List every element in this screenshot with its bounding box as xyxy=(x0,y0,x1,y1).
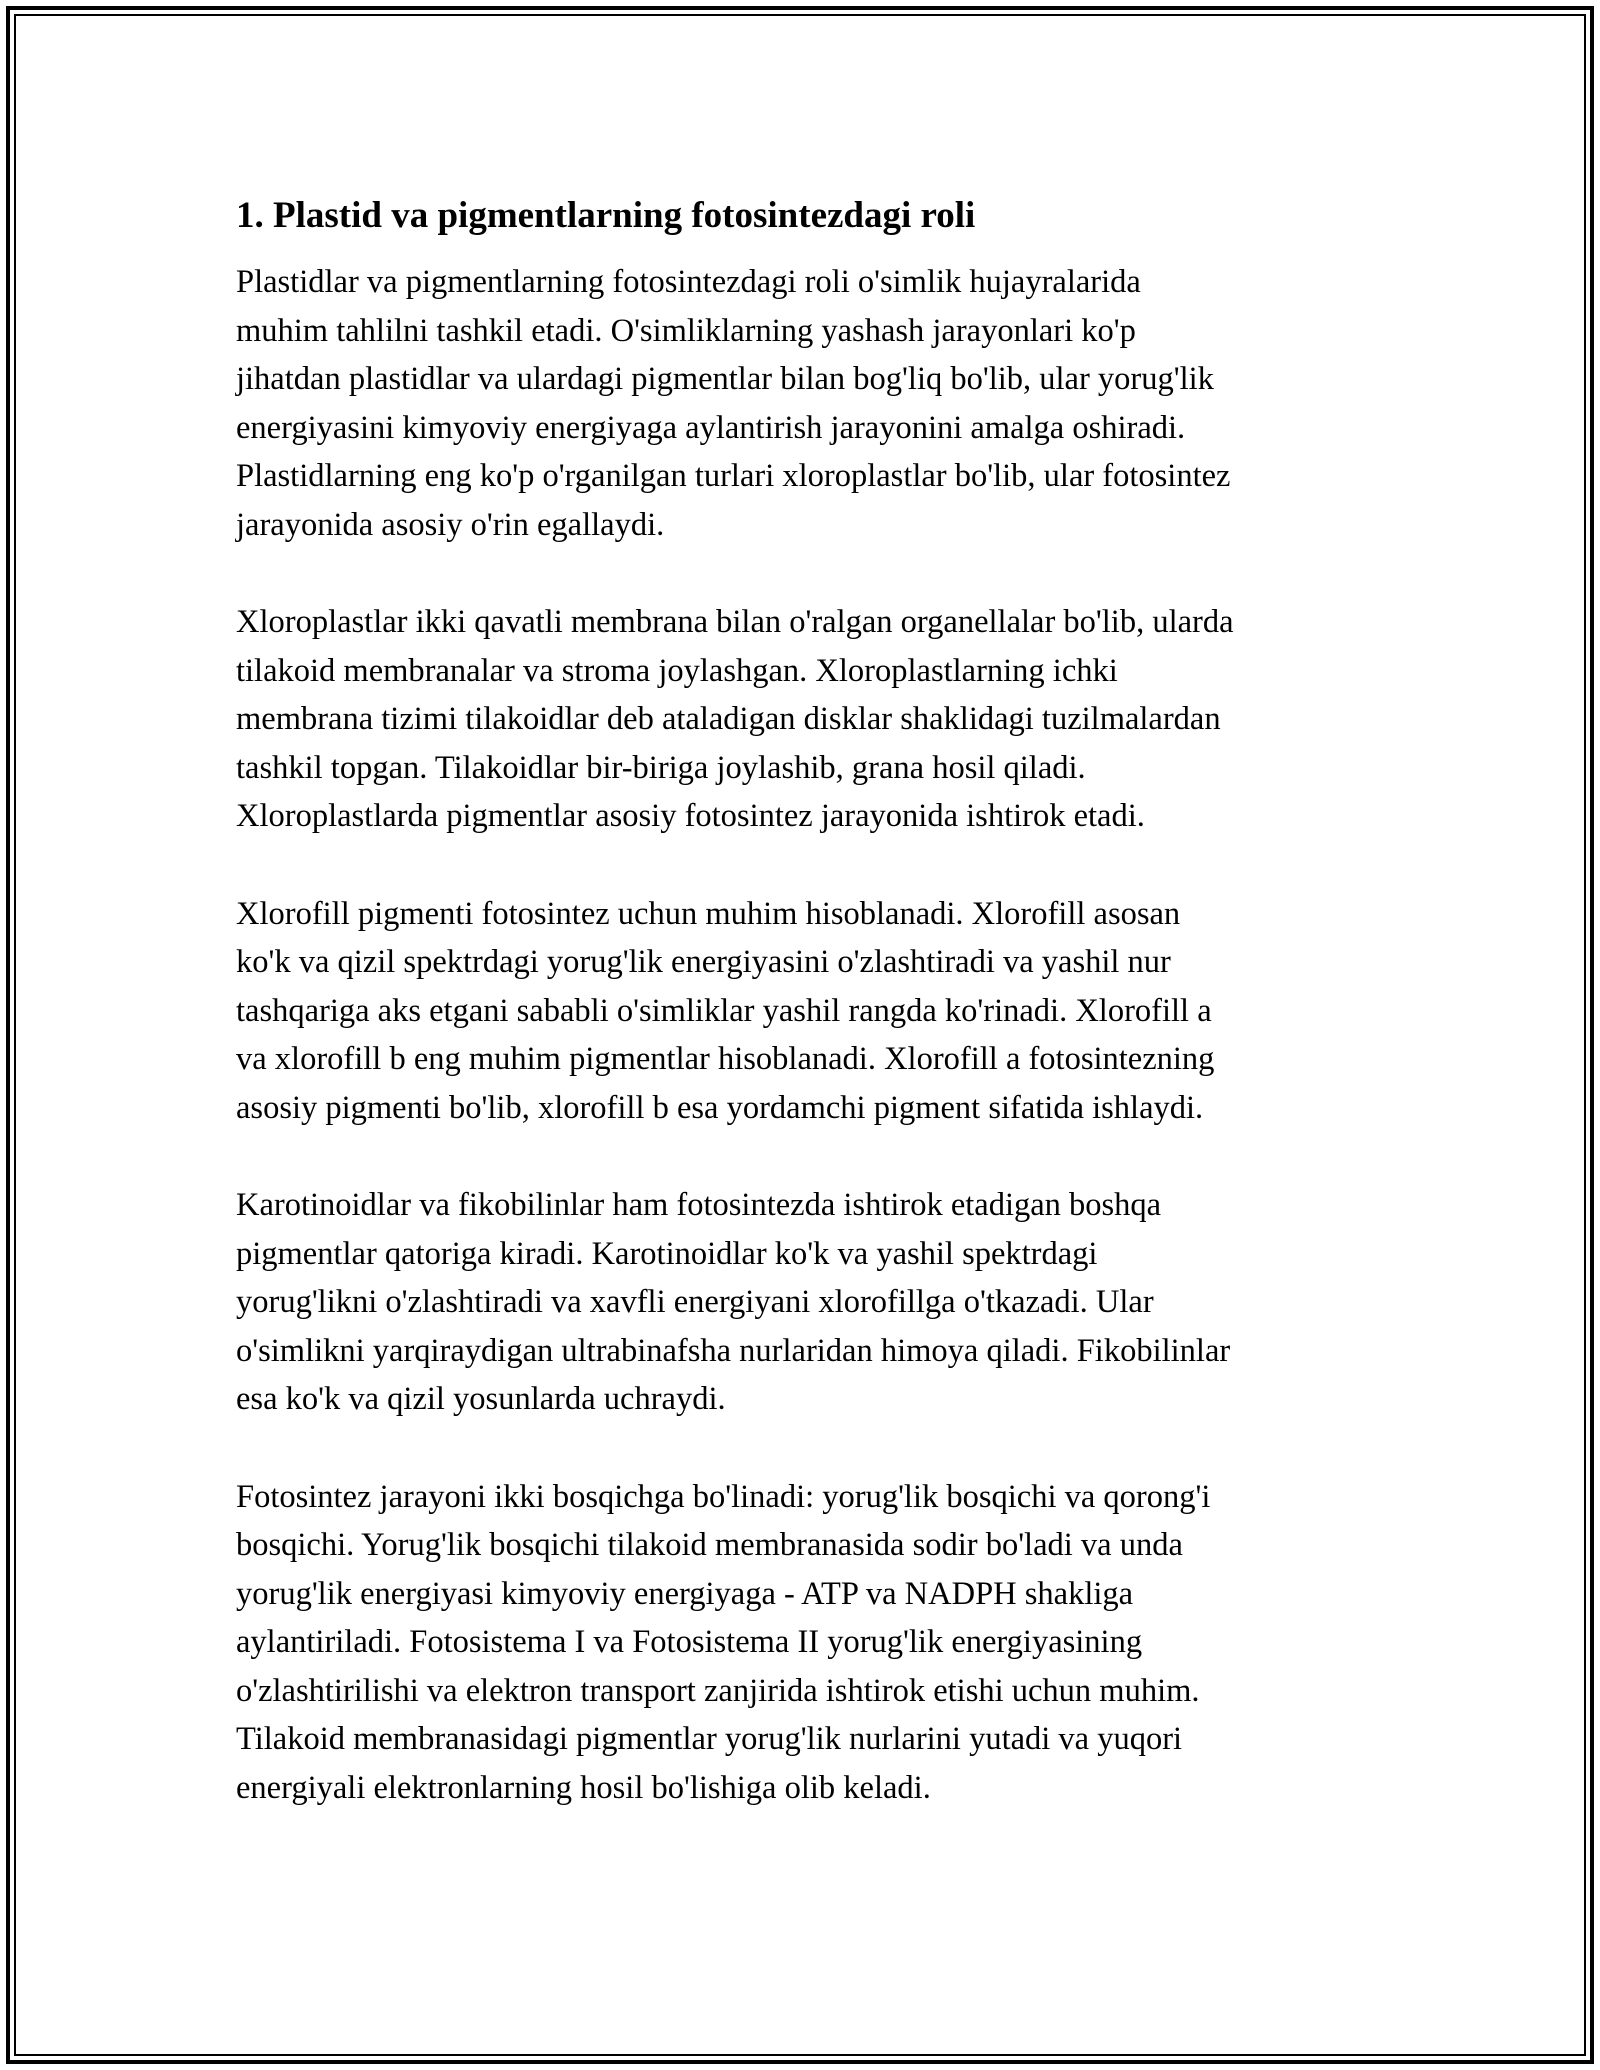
text-line: aylantiriladi. Fotosistema I va Fotosistema II yorug'lik energiyasining xyxy=(236,1624,1143,1660)
paragraph-chloroplasts xyxy=(236,598,1366,841)
text-line: ko'k va qizil spektrdagi yorug'lik energiyasini o'zlashtiradi va yashil nur xyxy=(236,944,1171,980)
section-heading: 1. Plastid va pigmentlarning fotosintezdagi roli xyxy=(236,195,976,236)
text-line: yorug'likni o'zlashtiradi va xavfli energiyani xlorofillga o'tkazadi. Ular xyxy=(236,1284,1154,1320)
text-line: o'simlikni yarqiraydigan ultrabinafsha nurlaridan himoya qiladi. Fikobilinlar xyxy=(236,1332,1231,1369)
paragraph-photosynthesis-stages xyxy=(236,1473,1366,1813)
text-line: tashkil topgan. Tilakoidlar bir-biriga joylashib, grana hosil qiladi. xyxy=(236,749,1086,786)
text-line: membrana tizimi tilakoidlar deb ataladigan disklar shaklidagi tuzilmalardan xyxy=(236,701,1221,737)
text-line: tashqariga aks etgani sababli o'simliklar yashil rangda ko'rinadi. Xlorofill a xyxy=(236,992,1212,1029)
text-line: Plastidlarning eng ko'p o'rganilgan turlari xloroplastlar bo'lib, ular fotosintez xyxy=(236,458,1231,494)
text-line: Fotosintez jarayoni ikki bosqichga bo'linadi: yorug'lik bosqichi va qorong'i xyxy=(236,1478,1211,1515)
text-line: esa ko'k va qizil yosunlarda uchraydi. xyxy=(236,1381,726,1417)
text-line: Plastidlar va pigmentlarning fotosintezdagi roli o'simlik hujayralarida xyxy=(236,264,1141,300)
text-line: va xlorofill b eng muhim pigmentlar hisoblanadi. Xlorofill a fotosintezning xyxy=(236,1041,1215,1077)
document-body xyxy=(236,186,1366,1861)
text-line: pigmentlar qatoriga kiradi. Karotinoidlar ko'k va yashil spektrdagi xyxy=(236,1235,1098,1272)
text-line: Xloroplastlar ikki qavatli membrana bilan o'ralgan organellalar bo'lib, ularda xyxy=(236,604,1234,640)
paragraph-chlorophyll xyxy=(236,890,1366,1133)
paragraph-plastids-intro xyxy=(236,258,1366,549)
text-line: Xlorofill pigmenti fotosintez uchun muhim hisoblanadi. Xlorofill asosan xyxy=(236,895,1181,932)
text-line: energiyasini kimyoviy energiyaga aylantirish jarayonini amalga oshiradi. xyxy=(236,409,1186,446)
text-line: Xloroplastlarda pigmentlar asosiy fotosintez jarayonida ishtirok etadi. xyxy=(236,798,1145,834)
text-line: jihatdan plastidlar va ulardagi pigmentlar bilan bog'liq bo'lib, ular yorug'lik xyxy=(236,361,1214,397)
text-line: yorug'lik energiyasi kimyoviy energiyaga - ATP va NADPH shakliga xyxy=(236,1575,1134,1612)
text-line: o'zlashtirilishi va elektron transport zanjirida ishtirok etishi uchun muhim. xyxy=(236,1672,1200,1709)
paragraph-carotenoids xyxy=(236,1181,1366,1424)
text-line: Tilakoid membranasidagi pigmentlar yorug'lik nurlarini yutadi va yuqori xyxy=(236,1721,1183,1757)
text-line: asosiy pigmenti bo'lib, xlorofill b esa yordamchi pigment sifatida ishlaydi. xyxy=(236,1089,1204,1126)
text-line: bosqichi. Yorug'lik bosqichi tilakoid membranasida sodir bo'ladi va unda xyxy=(236,1527,1183,1563)
text-line: jarayonida asosiy o'rin egallaydi. xyxy=(236,506,665,543)
text-line: Karotinoidlar va fikobilinlar ham fotosintezda ishtirok etadigan boshqa xyxy=(236,1187,1162,1223)
text-line: muhim tahlilni tashkil etadi. O'simliklarning yashash jarayonlari ko'p xyxy=(236,312,1136,349)
text-line: tilakoid membranalar va stroma joylashgan. Xloroplastlarning ichki xyxy=(236,652,1118,689)
text-line: energiyali elektronlarning hosil bo'lishiga olib keladi. xyxy=(236,1769,931,1806)
